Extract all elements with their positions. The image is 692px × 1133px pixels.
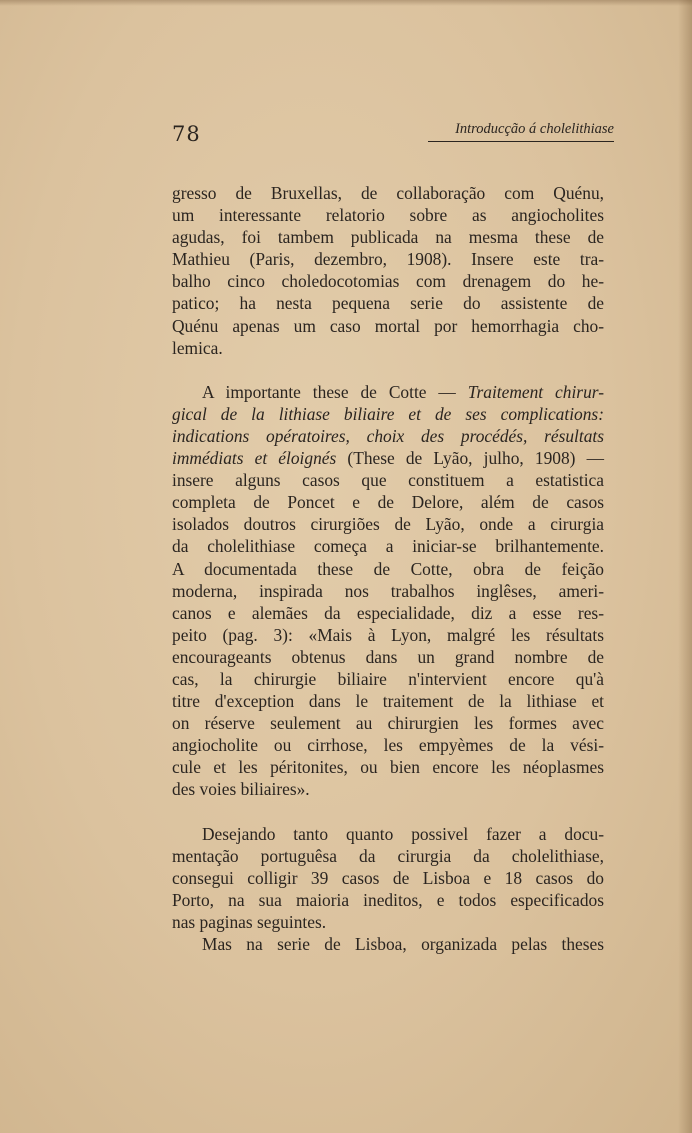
text-line: cas, la chirurgie biliaire n'intervient encore qu'à <box>172 668 604 689</box>
page-spine-shadow <box>678 0 692 1133</box>
text-line: cule et les péritonites, ou bien encore les néoplasmes <box>172 757 604 778</box>
text-line: Mas na serie de Lisboa, organizada pelas theses <box>202 934 604 954</box>
paragraph-gap <box>172 801 604 823</box>
text-line: lemica. <box>172 337 223 358</box>
text-line: insere alguns casos que constituem a estatistica <box>172 470 604 491</box>
text-line: on réserve seulement au chirurgien les formes avec <box>172 713 604 734</box>
book-title-italic: Traitement chirur- <box>467 381 604 402</box>
page-header <box>172 118 614 150</box>
text-line <box>172 447 604 469</box>
paragraph-1 <box>172 182 604 359</box>
text-line: canos e alemães da especialidade, diz a esse res- <box>172 602 604 623</box>
text-line <box>172 381 604 403</box>
book-title-italic: immédiats et éloignés <box>172 448 337 469</box>
text-line: completa de Poncet e de Delore, além de casos <box>172 492 604 513</box>
book-title-italic: gical de la lithiase biliaire et de ses complications: <box>172 403 604 424</box>
text-line: nas paginas seguintes. <box>172 911 327 932</box>
text-line: peito (pag. 3): «Mais à Lyon, malgré les résultats <box>172 624 604 645</box>
text-line: Desejando tanto quanto possivel fazer a docu- <box>202 823 604 844</box>
text-run: (These de Lyão, julho, 1908) — <box>336 448 604 469</box>
text-line: titre d'exception dans le traitement de la lithiase et <box>172 691 604 712</box>
text-line: patico; ha nesta pequena serie do assistente de <box>172 293 604 314</box>
header-rule <box>428 141 614 142</box>
text-line: da cholelithiase começa a iniciar-se brilhantemente. <box>172 536 604 557</box>
text-line: consegui colligir 39 casos de Lisboa e 18 casos do <box>172 867 604 888</box>
text-line: balho cinco choledocotomias com drenagem do he- <box>172 271 604 292</box>
body-text <box>172 182 604 955</box>
page-top-edge-shadow <box>0 0 692 6</box>
text-line: A documentada these de Cotte, obra de feição <box>172 558 604 579</box>
paragraph-3 <box>172 823 604 933</box>
page-number: 78 <box>172 122 201 146</box>
text-line: Mathieu (Paris, dezembro, 1908). Insere este tra- <box>172 249 604 270</box>
paragraph-4 <box>172 933 604 955</box>
text-run: A importante these de Cotte — <box>202 381 468 402</box>
running-title: Introducção á cholelithiase <box>455 121 614 137</box>
text-line: moderna, inspirada nos trabalhos inglêses, ameri- <box>172 580 604 601</box>
text-line: agudas, foi tambem publicada na mesma these de <box>172 227 604 248</box>
book-title-italic: indications opératoires, choix des procédés, résultats <box>172 425 604 446</box>
text-line: gresso de Bruxellas, de collaboração com Quénu, <box>172 183 604 203</box>
text-line: des voies biliaires». <box>172 779 310 800</box>
text-line: Porto, na sua maioria ineditos, e todos especificados <box>172 889 604 910</box>
text-line: isolados doutros cirurgiões de Lyão, onde a cirurgia <box>172 514 604 535</box>
text-line: mentação portuguêsa da cirurgia da cholelithiase, <box>172 845 604 866</box>
text-line: angiocholite ou cirrhose, les empyèmes de la vési- <box>172 735 604 756</box>
text-line: encourageants obtenus dans un grand nombre de <box>172 646 604 667</box>
paragraph-2 <box>172 381 604 801</box>
text-line: Quénu apenas um caso mortal por hemorrhagia cho- <box>172 315 604 336</box>
text-line: um interessante relatorio sobre as angiocholites <box>172 205 604 226</box>
paragraph-gap <box>172 359 604 381</box>
